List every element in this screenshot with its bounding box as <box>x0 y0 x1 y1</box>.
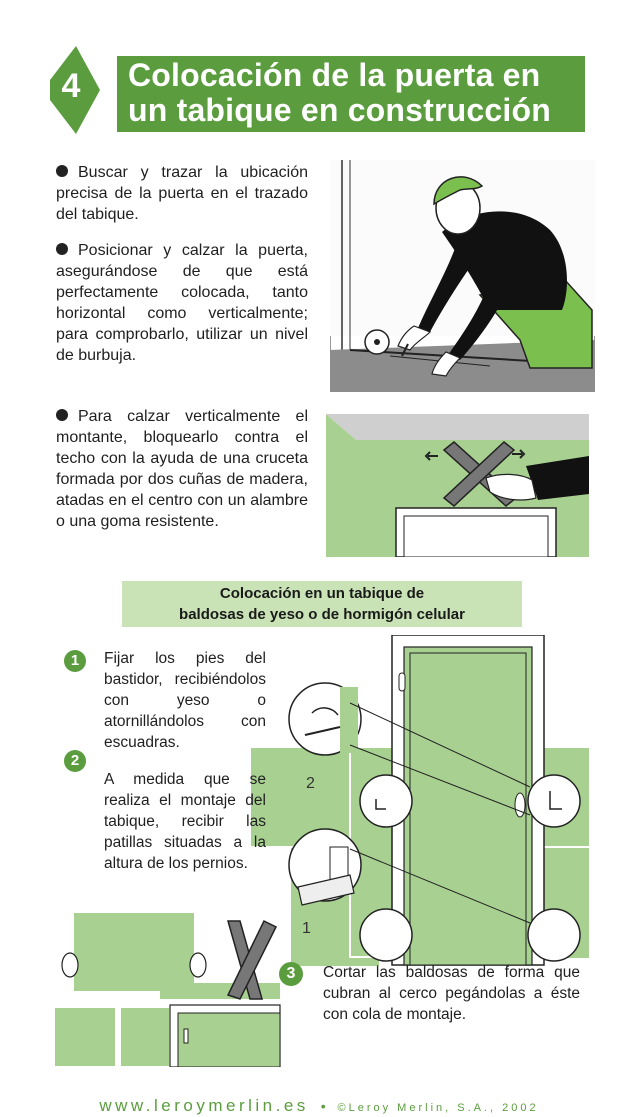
step-text-2: A medida que se realiza el montaje del tabique, recibir las patillas situadas a la altura de los pernios. <box>104 771 266 872</box>
bullet-icon <box>56 409 68 421</box>
page-title <box>128 58 588 128</box>
illustration-man-measuring-floor <box>330 160 595 392</box>
subsection-title-line-2: baldosas de yeso o de hormigón celular <box>179 606 465 623</box>
step-text-3: Cortar las baldosas de forma que cubran al cerco pegándolas a éste con cola de montaje. <box>323 964 580 1023</box>
instruction-paragraph-2 <box>56 240 308 366</box>
bullet-icon <box>56 165 68 177</box>
instruction-paragraph-1 <box>56 162 308 225</box>
footer-url[interactable]: www.leroymerlin.es <box>99 1096 309 1115</box>
footer-copyright: ©Leroy Merlin, S.A., 2002 <box>337 1102 539 1114</box>
subsection-title <box>122 583 522 625</box>
step-number-1: 1 <box>64 650 86 672</box>
instruction-text-3: Para calzar verticalmente el montante, bloquearlo contra el techo con la ayuda de una cruceta formada por dos cuñas de madera, atadas en el centro con un alambre o una goma resistente. <box>56 408 308 530</box>
page-title-line-2: un tabique en construcción <box>128 92 552 128</box>
step-number-2: 2 <box>64 750 86 772</box>
footer-separator: • <box>320 1098 326 1114</box>
footer <box>0 1097 638 1117</box>
instruction-text-1: Buscar y trazar la ubicación precisa de la puerta en el trazado del tabique. <box>56 164 308 223</box>
instruction-paragraph-3 <box>56 406 308 532</box>
figure-label-1: 1 <box>302 920 311 937</box>
figure-label-2: 2 <box>306 775 315 792</box>
step-number-3: 3 <box>279 962 303 986</box>
page-title-line-1: Colocación de la puerta en <box>128 57 541 93</box>
illustration-cross-brace <box>326 414 589 557</box>
bullet-icon <box>56 243 68 255</box>
step-text-1: Fijar los pies del bastidor, recibiéndolos con yeso o atornillándolos con escuadras. <box>104 650 266 751</box>
instruction-text-2: Posicionar y calzar la puerta, asegurándose de que está perfectamente colocada, tanto horizontal como verticalmente; para comprobarlo, utilizar un nivel de burbuja. <box>56 242 308 364</box>
subsection-title-line-1: Colocación en un tabique de <box>219 585 425 602</box>
step-number: 4 <box>61 67 81 105</box>
